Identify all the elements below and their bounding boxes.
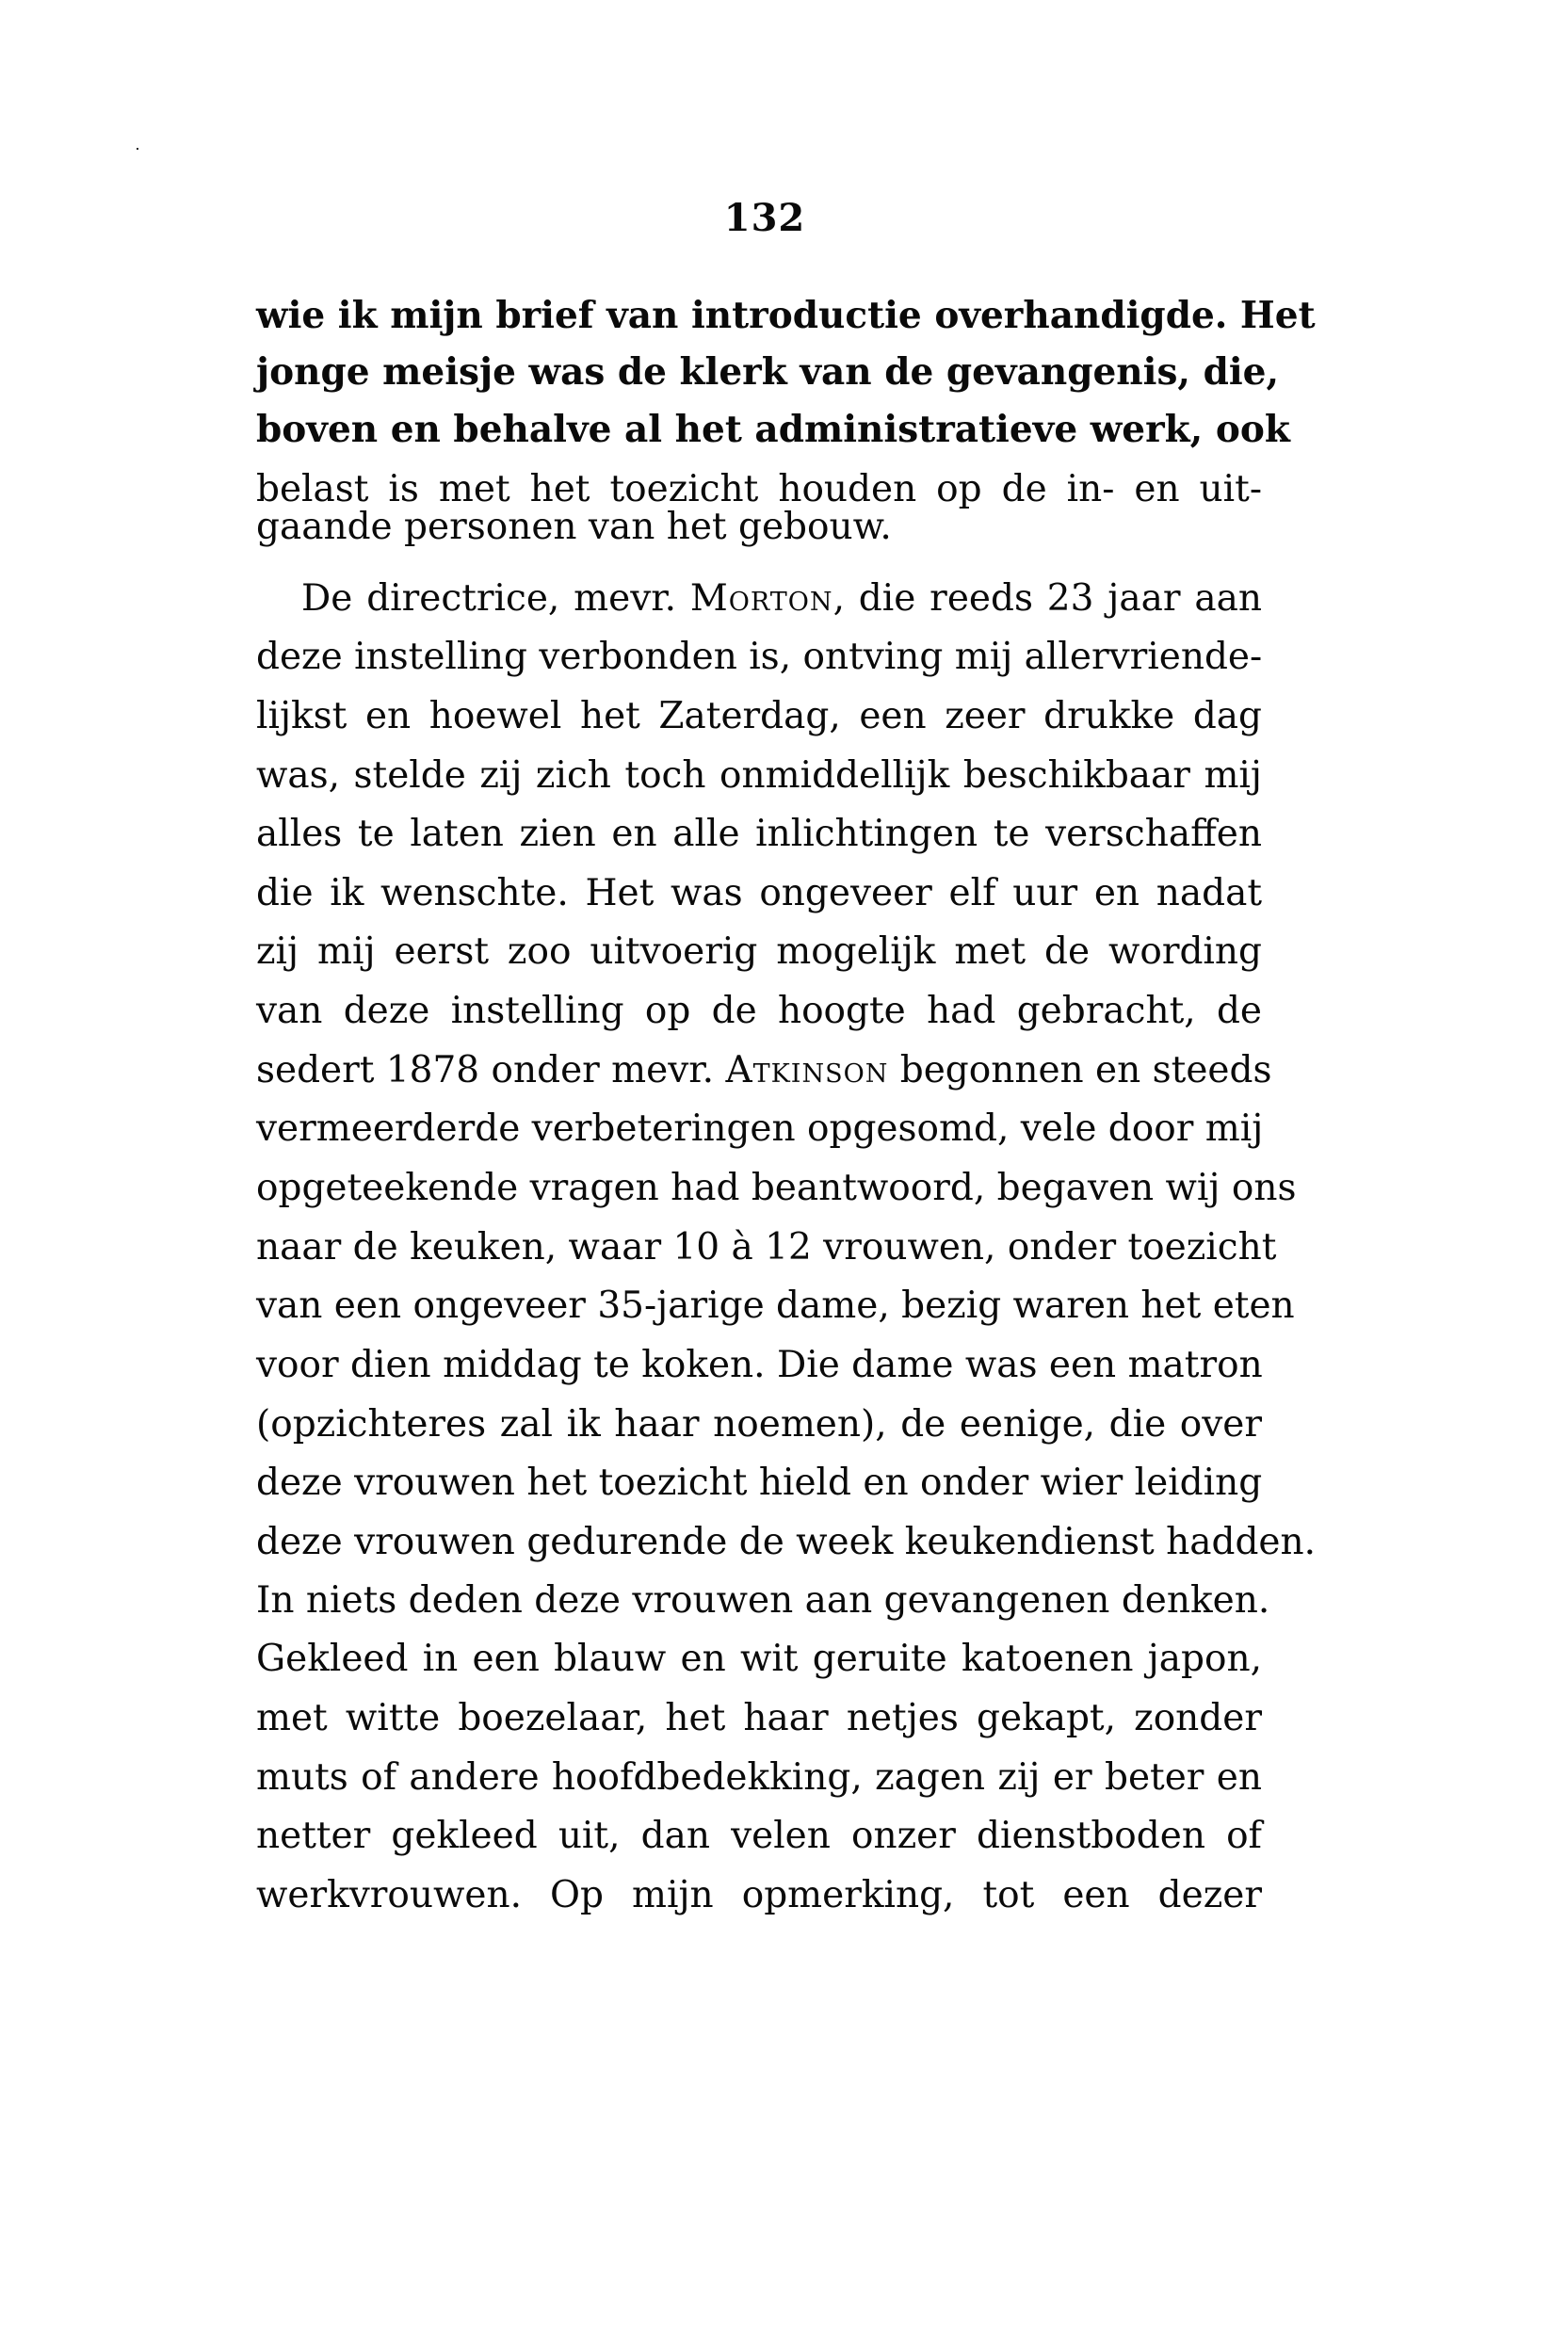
text-line: zij mij eerst zoo uitvoerig mogelijk met de wording <box>256 930 1262 973</box>
text-line: netter gekleed uit, dan velen onzer dienstboden of <box>256 1815 1262 1857</box>
text-line: deze instelling verbonden is, ontving mij allervriende- <box>256 636 1263 678</box>
text-line: deze vrouwen gedurende de week keukendienst hadden. <box>256 1521 1317 1563</box>
scan-speck <box>137 148 138 150</box>
text-line: In niets deden deze vrouwen aan gevangenen denken. <box>256 1579 1270 1622</box>
text-line: was, stelde zij zich toch onmiddellijk beschikbaar mij <box>256 754 1262 797</box>
person-name-morton: Morton <box>689 577 833 620</box>
text-line: boven en behalve al het administratieve werk, ook <box>256 408 1290 451</box>
text-run: begonnen en steeds <box>888 1049 1272 1091</box>
text-line: gaande personen van het gebouw. <box>256 506 892 548</box>
paragraph-first-line <box>301 578 1262 620</box>
text-line: alles te laten zien en alle inlichtingen te verschaffen <box>256 813 1262 855</box>
text-line: van een ongeveer 35-jarige dame, bezig waren het eten <box>256 1285 1295 1327</box>
text-line: opgeteekende vragen had beantwoord, begaven wij ons <box>256 1167 1297 1209</box>
text-line: jonge meisje was de klerk van de gevangenis, die, <box>256 350 1280 394</box>
text-line: die ik wenschte. Het was ongeveer elf uur en nadat <box>256 872 1262 914</box>
person-name-atkinson: Atkinson <box>725 1049 889 1091</box>
text-line: voor dien middag te koken. Die dame was een matron <box>256 1344 1263 1386</box>
text-run: , die reeds 23 jaar aan <box>832 577 1262 620</box>
text-line: Gekleed in een blauw en wit geruite katoenen japon, <box>256 1638 1262 1680</box>
text-line: met witte boezelaar, het haar netjes gekapt, zonder <box>256 1697 1262 1739</box>
text-line: (opzichteres zal ik haar noemen), de eenige, die over <box>256 1403 1262 1446</box>
text-line: lijkst en hoewel het Zaterdag, een zeer drukke dag <box>256 695 1262 737</box>
text-line: naar de keuken, waar 10 à 12 vrouwen, onder toezicht <box>256 1226 1277 1268</box>
text-line: deze vrouwen het toezicht hield en onder wier leiding <box>256 1462 1263 1504</box>
page-number: 132 <box>723 196 806 240</box>
text-run: sedert 1878 onder mevr. <box>256 1049 726 1091</box>
text-line: vermeerderde verbeteringen opgesomd, vele door mij <box>256 1107 1264 1150</box>
text-line: muts of andere hoofdbedekking, zagen zij er beter en <box>256 1756 1262 1799</box>
text-line: van deze instelling op de hoogte had gebracht, de <box>256 990 1262 1032</box>
text-line: belast is met het toezicht houden op de in- en uit- <box>256 468 1262 510</box>
text-line: werkvrouwen. Op mijn opmerking, tot een dezer <box>256 1874 1262 1916</box>
text-run: De directrice, mevr. <box>301 577 690 620</box>
text-line: wie ik mijn brief van introductie overhandigde. Het <box>256 294 1316 337</box>
text-line <box>256 1049 1272 1091</box>
